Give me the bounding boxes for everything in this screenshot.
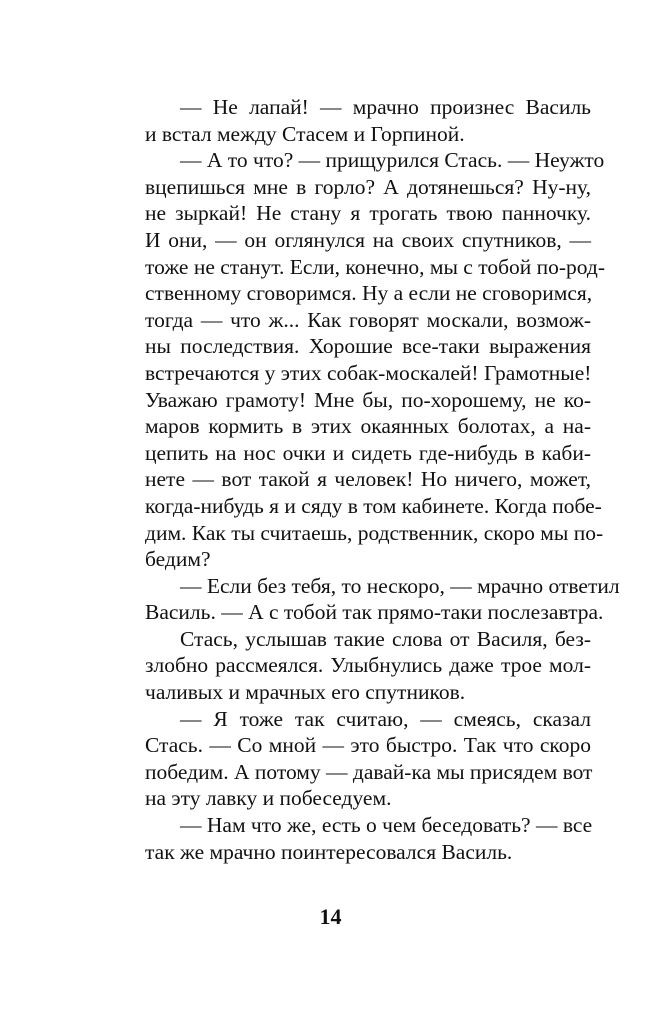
text-line: и встал между Стасем и Горпиной. xyxy=(145,121,465,146)
text-line: нете — вот такой я человек! Но ничего, может, xyxy=(145,467,591,492)
text-line: дим. Как ты считаешь, родственник, скоро мы по- xyxy=(145,520,604,545)
text-line: победим. А потому — давай-ка мы присядем вот xyxy=(145,759,593,784)
text-line: цепить на нос очки и сидеть где-нибудь в каби- xyxy=(145,440,591,465)
text-line: бедим? xyxy=(145,547,211,572)
text-line: ственному сговоримся. Ну а если не сговоримся, xyxy=(145,281,593,306)
text-line: маров кормить в этих окаянных болотах, а на- xyxy=(145,414,591,439)
page-number: 14 xyxy=(319,904,342,929)
text-line: — А то что? — прищурился Стась. — Неужто xyxy=(180,148,605,173)
text-line: злобно рассмеялся. Улыбнулись даже трое мол- xyxy=(145,653,591,678)
text-line: Стась, услышав такие слова от Василя, без- xyxy=(180,626,591,651)
text-line: тогда — что ж... Как говорят москали, возмож- xyxy=(145,307,591,332)
text-line: тоже не станут. Если, конечно, мы с тобой по-род- xyxy=(145,254,606,279)
text-line: И они, — он оглянулся на своих спутников, — xyxy=(145,227,591,252)
text-line: ны последствия. Хорошие все-таки выражения xyxy=(145,334,591,359)
text-line: — Я тоже так считаю, — смеясь, сказал xyxy=(180,706,591,731)
text-line: Василь. — А с тобой так прямо-таки послезавтра. xyxy=(145,600,604,625)
text-line: встречаются у этих собак-москалей! Грамотные! xyxy=(145,360,592,385)
text-line: — Если без тебя, то нескоро, — мрачно ответил xyxy=(180,573,620,598)
text-line: чаливых и мрачных его спутников. xyxy=(145,680,466,705)
text-line: Стась. — Со мной — это быстро. Так что скоро xyxy=(145,733,591,758)
text-line: — Не лапай! — мрачно произнес Василь xyxy=(180,95,591,119)
text-line: — Нам что же, есть о чем беседовать? — все xyxy=(180,813,593,838)
text-line: на эту лавку и побеседуем. xyxy=(145,786,392,811)
body-text xyxy=(145,94,620,865)
text-line: когда-нибудь я и сяду в том кабинете. Когда побе- xyxy=(145,493,602,518)
text-line: вцепишься мне в горло? А дотянешься? Ну-ну, xyxy=(145,174,591,199)
text-line: так же мрачно поинтересовался Василь. xyxy=(145,839,513,864)
text-line: не зыркай! Не стану я трогать твою панночку. xyxy=(145,201,591,226)
text-line: Уважаю грамоту! Мне бы, по-хорошему, не ко- xyxy=(145,387,591,412)
